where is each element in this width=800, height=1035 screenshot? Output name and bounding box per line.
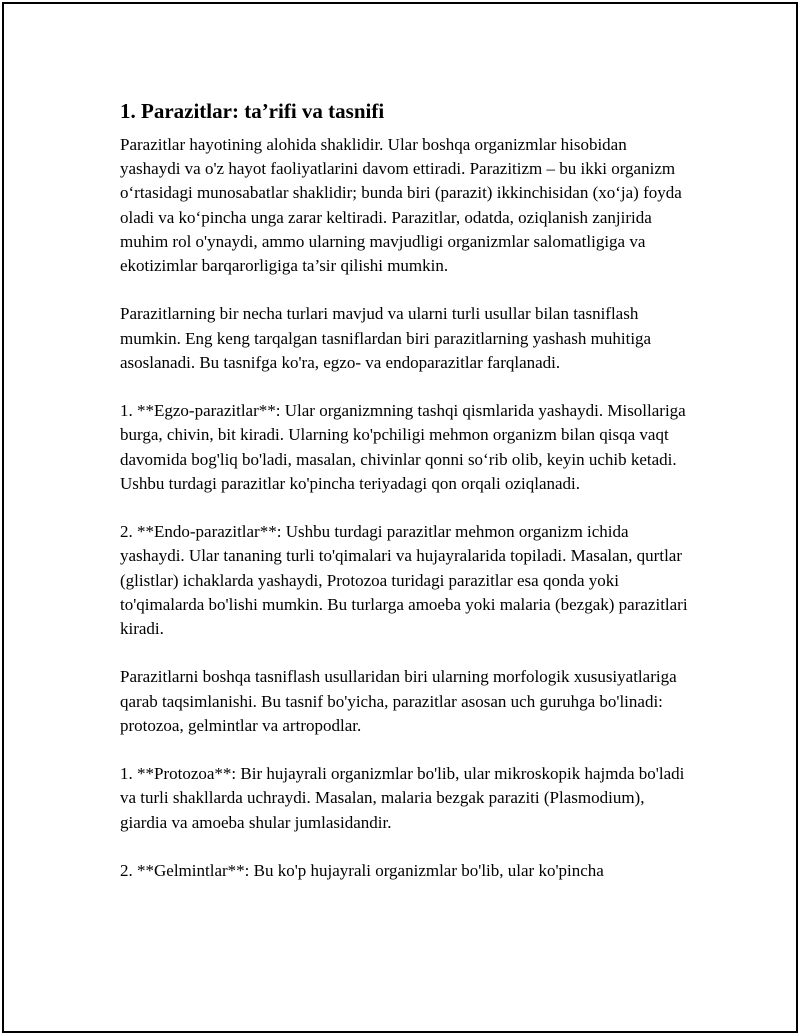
section-heading: 1. Parazitlar: ta’rifi va tasnifi	[120, 99, 385, 123]
paragraph-classification-intro: Parazitlarning bir necha turlari mavjud va ularni turli usullar bilan tasniflash mumkin. Eng keng tarqalgan tasniflardan biri parazitlarning yashash muhitiga asoslanadi. Bu tasnifga ko'ra, egzo- va endoparazitlar farqlanadi.	[120, 304, 652, 372]
paragraph-morphology-intro: Parazitlarni boshqa tasniflash usullaridan biri ularning morfologik xususiyatlariga qarab taqsimlanishi. Bu tasnif bo'yicha, parazitlar asosan uch guruhga bo'linadi: protozoa, gelmintlar va artropodlar.	[120, 667, 677, 735]
paragraph-helminths: 2. **Gelmintlar**: Bu ko'p hujayrali organizmlar bo'lib, ular ko'pincha	[120, 861, 604, 880]
paragraph-ectoparasites: 1. **Egzo-parazitlar**: Ular organizmning tashqi qismlarida yashaydi. Misollariga burga, chivin, bit kiradi. Ularning ko'pchiligi mehmon organizm bilan qisqa vaqt davomida bog'liq bo'ladi, masalan, chivinlar qonni so‘rib olib, keyin uchib ketadi. Ushbu turdagi parazitlar ko'pincha teriyadagi qon orqali oziqlanadi.	[120, 401, 686, 493]
document-content	[120, 97, 690, 907]
document-page	[2, 2, 798, 1033]
paragraph-definition: Parazitlar hayotining alohida shaklidir. Ular boshqa organizmlar hisobidan yashaydi va o'z hayot faoliyatlarini davom ettiradi. Parazitizm – bu ikki organizm o‘rtasidagi munosabatlar shaklidir; bunda biri (parazit) ikkinchisidan (xo‘ja) foyda oladi va ko‘pincha unga zarar keltiradi. Parazitlar, odatda, oziqlanish zanjirida muhim rol o'ynaydi, ammo ularning mavjudligi organizmlar salomatligiga va ekotizimlar barqarorligiga ta’sir qilishi mumkin.	[120, 135, 682, 276]
paragraph-endoparasites: 2. **Endo-parazitlar**: Ushbu turdagi parazitlar mehmon organizm ichida yashaydi. Ular tananing turli to'qimalari va hujayralarida topiladi. Masalan, qurtlar (glistlar) ichaklarda yashaydi, Protozoa turidagi parazitlar esa qonda yoki to'qimalarda bo'lishi mumkin. Bu turlarga amoeba yoki malaria (bezgak) parazitlari kiradi.	[120, 522, 688, 639]
paragraph-protozoa: 1. **Protozoa**: Bir hujayrali organizmlar bo'lib, ular mikroskopik hajmda bo'ladi va turli shakllarda uchraydi. Masalan, malaria bezgak paraziti (Plasmodium), giardia va amoeba shular jumlasidandir.	[120, 764, 685, 832]
